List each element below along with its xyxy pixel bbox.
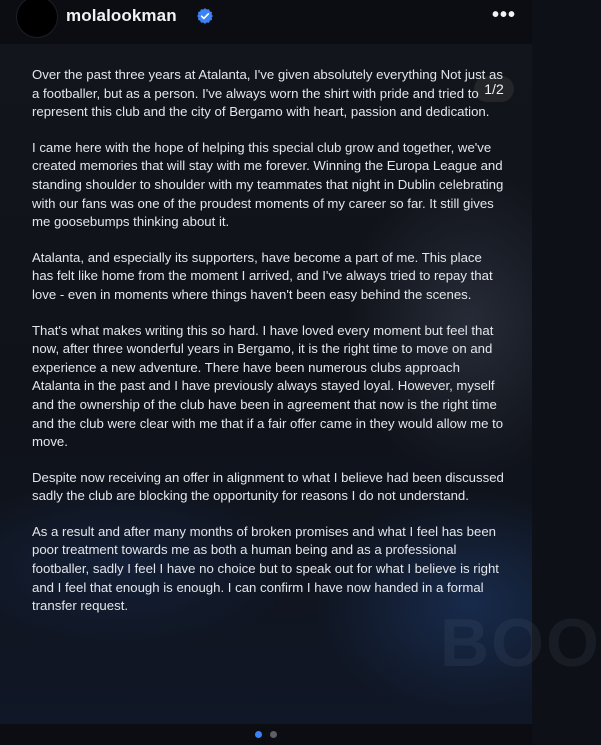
more-options-icon[interactable]: •••	[491, 4, 516, 26]
statement-paragraph: Despite now receiving an offer in alignment to what I believe had been discussed sadly the club are blocking the opportunity for reasons I do not understand.	[32, 469, 504, 504]
carousel-dot-active[interactable]	[255, 731, 262, 738]
verified-badge-icon	[196, 7, 214, 25]
post-header	[0, 0, 532, 44]
statement-paragraph: As a result and after many months of broken promises and what I feel has been poor treatment towards me as both a human being and as a professional footballer, sadly I feel I have no choice but to speak out for what I believe is right and I feel that enough is enough. I can confirm I have now handed in a formal transfer request.	[32, 523, 499, 614]
carousel-dot[interactable]	[270, 731, 277, 738]
statement-paragraph: I came here with the hope of helping this special club grow and together, we've created memories that will stay with me forever. Winning the Europa League and standing shoulder to shoulder with my teammates that night in Dublin celebrating with our fans was one of the proudest moments of my career so far. It still gives me goosebumps thinking about it.	[32, 139, 504, 230]
carousel-page-indicator: 1/2	[474, 76, 514, 102]
background-watermark-text: BOO	[440, 605, 601, 681]
avatar[interactable]	[16, 0, 58, 38]
statement-paragraph: That's what makes writing this so hard. I have loved every moment but feel that now, after three wonderful years in Bergamo, it is the right time to move on and experience a new adventure. There have been numerous clubs approach Atalanta in the past and I have previously always stayed loyal. However, myself and the ownership of the club have been in agreement that now is the right time and the club were clear with me that if a fair offer came in they would allow me to move.	[32, 322, 504, 450]
carousel-dots	[0, 724, 532, 745]
post-image[interactable]	[0, 44, 601, 724]
statement-paragraph: Atalanta, and especially its supporters, have become a part of me. This place has felt like home from the moment I arrived, and I've always tried to repay that love - even in moments where things haven't been easy behind the scenes.	[32, 249, 493, 302]
statement-paragraph: Over the past three years at Atalanta, I've given absolutely everything Not just as a footballer, but as a person. I've always worn the shirt with pride and tried to represent this club and the city of Bergamo with heart, passion and dedication.	[32, 67, 503, 120]
username[interactable]: molalookman	[66, 6, 177, 25]
statement-text	[32, 66, 504, 633]
